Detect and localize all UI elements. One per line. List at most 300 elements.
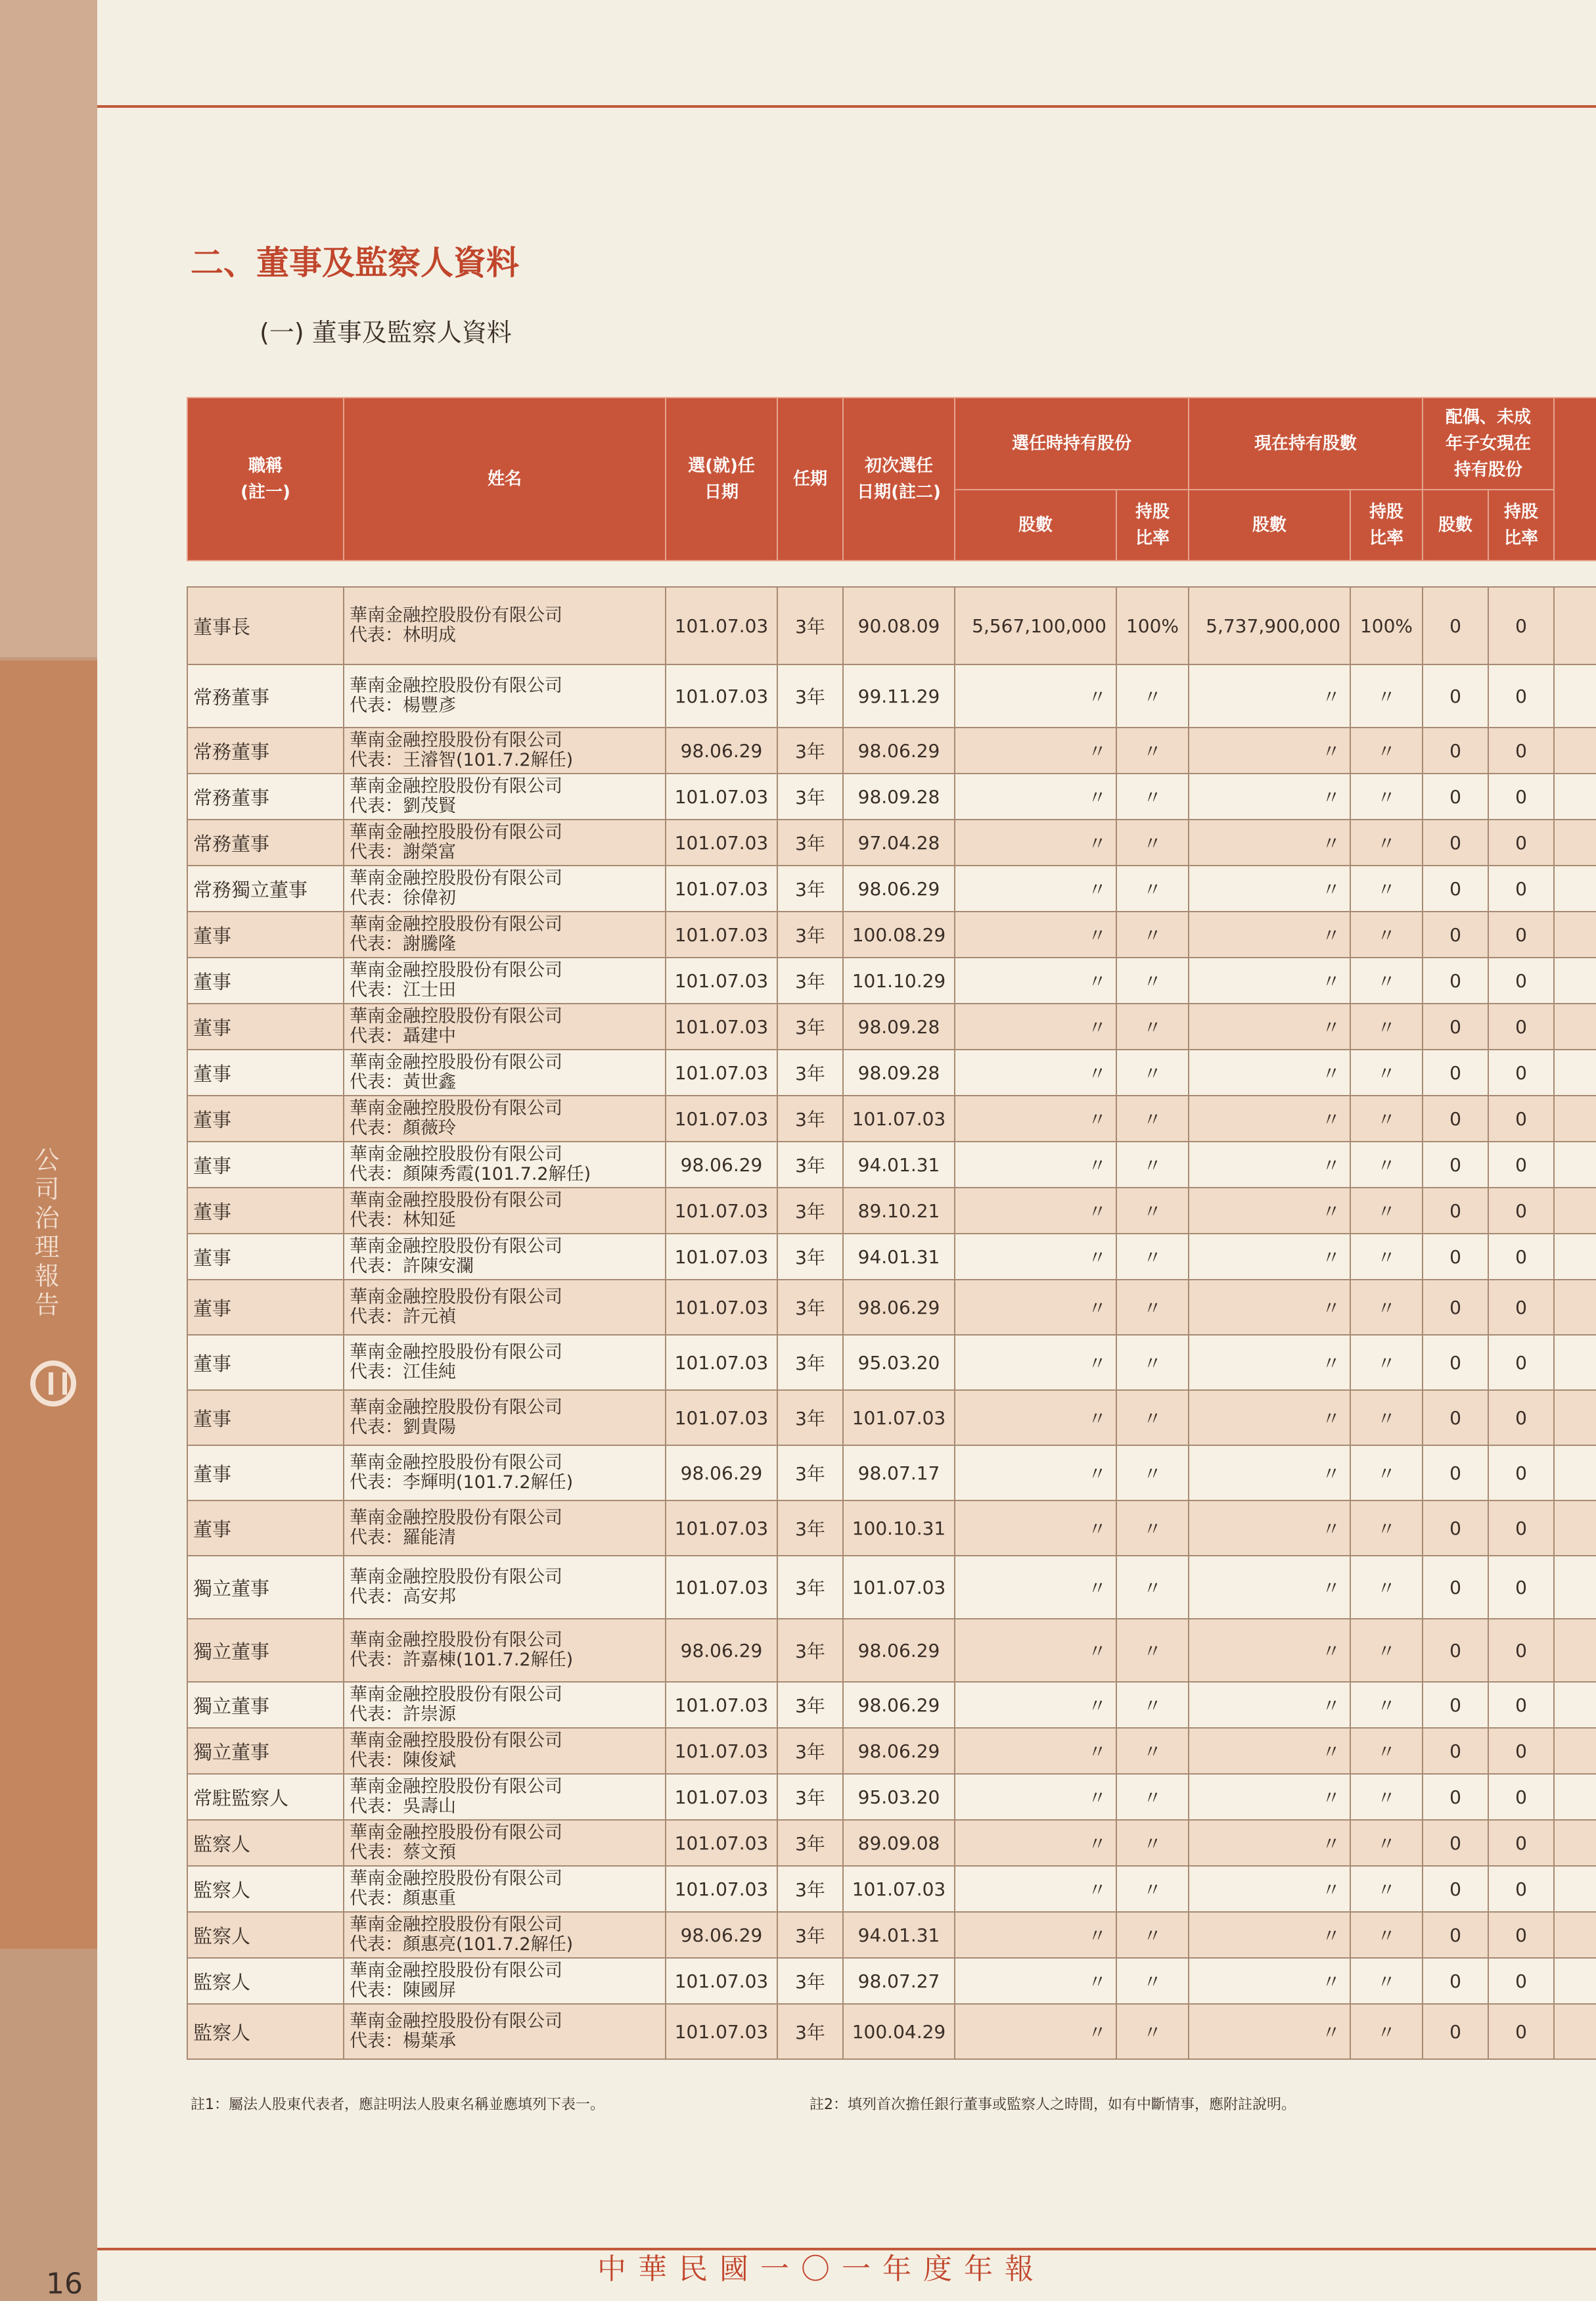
cell-election-ratio: 〃: [1116, 1142, 1189, 1188]
cell-spouse-shares: 0: [1423, 912, 1488, 958]
cell-current-ratio: 〃: [1350, 1500, 1423, 1556]
cell-election-shares: 〃: [955, 1050, 1116, 1096]
cell-spouse-ratio: 0: [1488, 1500, 1554, 1556]
representative-name: 代表：許嘉棟(101.7.2解任): [350, 1650, 574, 1670]
cell-name: [344, 1912, 666, 1958]
cell-overflow: [1554, 958, 1596, 1004]
cell-spouse-ratio: 0: [1488, 1912, 1554, 1958]
cell-overflow: [1554, 2004, 1596, 2059]
cell-overflow: [1554, 587, 1596, 664]
cell-elected-date: 101.07.03: [666, 1096, 777, 1142]
representative-name: 代表：林知延: [350, 1210, 456, 1230]
table-row: [187, 912, 1596, 958]
cell-current-ratio: 〃: [1350, 1774, 1423, 1820]
cell-overflow: [1554, 1445, 1596, 1500]
cell-overflow: [1554, 1390, 1596, 1445]
cell-current-ratio: 〃: [1350, 1682, 1423, 1728]
cell-position: 監察人: [187, 1820, 344, 1866]
cell-election-shares: 〃: [955, 664, 1116, 728]
cell-term: 3年: [777, 1335, 843, 1390]
cell-spouse-ratio: 0: [1488, 1142, 1554, 1188]
cell-election-ratio: 〃: [1116, 1280, 1189, 1335]
cell-election-ratio: 〃: [1116, 664, 1189, 728]
cell-current-shares: 5,737,900,000: [1189, 587, 1350, 664]
cell-elected-date: 101.07.03: [666, 1728, 777, 1774]
representative-name: 代表：陳俊斌: [350, 1750, 456, 1771]
cell-first-elected: 98.09.28: [843, 774, 955, 820]
cell-spouse-ratio: 0: [1488, 1958, 1554, 2004]
representative-name: 代表：吳壽山: [350, 1796, 456, 1817]
cell-term: 3年: [777, 2004, 843, 2059]
cell-elected-date: 101.07.03: [666, 1682, 777, 1728]
cell-first-elected: 101.10.29: [843, 958, 955, 1004]
cell-name: [344, 1820, 666, 1866]
header-sub-ratio: 持股 比率: [1488, 490, 1554, 561]
cell-position: 常務董事: [187, 774, 344, 820]
cell-election-ratio: 〃: [1116, 912, 1189, 958]
header-sub-shares: 股數: [955, 490, 1116, 561]
company-name: 華南金融控股股份有限公司: [350, 1960, 562, 1981]
table-row: [187, 1682, 1596, 1728]
cell-current-shares: 〃: [1189, 664, 1350, 728]
cell-position: 董事: [187, 1390, 344, 1445]
cell-spouse-ratio: 0: [1488, 664, 1554, 728]
cell-position: 常駐監察人: [187, 1774, 344, 1820]
table-row: [187, 1142, 1596, 1188]
cell-election-ratio: 100%: [1116, 587, 1189, 664]
cell-election-shares: 〃: [955, 1866, 1116, 1912]
cell-position: 董事: [187, 1004, 344, 1050]
representative-name: 代表：聶建中: [350, 1026, 456, 1046]
cell-term: 3年: [777, 728, 843, 774]
cell-name: [344, 1958, 666, 2004]
cell-election-shares: 〃: [955, 728, 1116, 774]
cell-name: [344, 958, 666, 1004]
report-title: 中華民國一〇一年度年報: [597, 2252, 1045, 2286]
representative-name: 代表：謝榮富: [350, 842, 456, 862]
cell-first-elected: 101.07.03: [843, 1096, 955, 1142]
cell-elected-date: 98.06.29: [666, 1912, 777, 1958]
cell-election-shares: 〃: [955, 1335, 1116, 1390]
cell-overflow: [1554, 1280, 1596, 1335]
table-row: [187, 2004, 1596, 2059]
cell-first-elected: 101.07.03: [843, 1556, 955, 1619]
cell-current-shares: 〃: [1189, 1234, 1350, 1280]
cell-spouse-ratio: 0: [1488, 1682, 1554, 1728]
table-row: [187, 1912, 1596, 1958]
cell-overflow: [1554, 1188, 1596, 1234]
cell-first-elected: 90.08.09: [843, 587, 955, 664]
cell-term: 3年: [777, 1445, 843, 1500]
cell-election-shares: 〃: [955, 1390, 1116, 1445]
cell-spouse-ratio: 0: [1488, 1774, 1554, 1820]
representative-name: 代表：李輝明(101.7.2解任): [350, 1472, 574, 1493]
cell-elected-date: 101.07.03: [666, 1234, 777, 1280]
cell-position: 常務董事: [187, 820, 344, 866]
cell-current-ratio: 〃: [1350, 1096, 1423, 1142]
cell-election-shares: 〃: [955, 1096, 1116, 1142]
cell-election-shares: 〃: [955, 866, 1116, 912]
cell-current-ratio: 〃: [1350, 1820, 1423, 1866]
cell-election-ratio: 〃: [1116, 1958, 1189, 2004]
cell-election-ratio: 〃: [1116, 1500, 1189, 1556]
cell-current-ratio: 〃: [1350, 1188, 1423, 1234]
cell-position: 獨立董事: [187, 1682, 344, 1728]
cell-spouse-shares: 0: [1423, 1142, 1488, 1188]
cell-election-ratio: 〃: [1116, 1728, 1189, 1774]
company-name: 華南金融控股股份有限公司: [350, 776, 562, 797]
cell-spouse-shares: 0: [1423, 1500, 1488, 1556]
company-name: 華南金融控股股份有限公司: [350, 1144, 562, 1165]
table-row: [187, 958, 1596, 1004]
cell-first-elected: 101.07.03: [843, 1866, 955, 1912]
table-row: [187, 820, 1596, 866]
cell-position: 監察人: [187, 1912, 344, 1958]
directors-table: [187, 397, 1596, 2060]
table-row: [187, 1280, 1596, 1335]
cell-current-shares: 〃: [1189, 1335, 1350, 1390]
company-name: 華南金融控股股份有限公司: [350, 1507, 562, 1528]
cell-position: 獨立董事: [187, 1728, 344, 1774]
representative-name: 代表：羅能清: [350, 1527, 456, 1548]
cell-current-ratio: 〃: [1350, 820, 1423, 866]
cell-current-shares: 〃: [1189, 774, 1350, 820]
cell-term: 3年: [777, 1050, 843, 1096]
cell-current-shares: 〃: [1189, 1096, 1350, 1142]
cell-term: 3年: [777, 587, 843, 664]
table-spacer: [187, 561, 1596, 587]
table-row: [187, 664, 1596, 728]
cell-spouse-ratio: 0: [1488, 728, 1554, 774]
cell-current-ratio: 〃: [1350, 1335, 1423, 1390]
cell-spouse-ratio: 0: [1488, 1004, 1554, 1050]
cell-election-shares: 〃: [955, 912, 1116, 958]
cell-current-shares: 〃: [1189, 1912, 1350, 1958]
cell-first-elected: 98.06.29: [843, 1728, 955, 1774]
cell-current-shares: 〃: [1189, 1390, 1350, 1445]
cell-overflow: [1554, 1958, 1596, 2004]
cell-elected-date: 101.07.03: [666, 1004, 777, 1050]
table-row: [187, 1050, 1596, 1096]
table-row: [187, 1445, 1596, 1500]
cell-position: 董事: [187, 1096, 344, 1142]
company-name: 華南金融控股股份有限公司: [350, 1684, 562, 1705]
cell-election-ratio: 〃: [1116, 1866, 1189, 1912]
cell-name: [344, 1682, 666, 1728]
cell-spouse-ratio: 0: [1488, 774, 1554, 820]
cell-name: [344, 912, 666, 958]
cell-spouse-shares: 0: [1423, 1050, 1488, 1096]
cell-elected-date: 101.07.03: [666, 587, 777, 664]
company-name: 華南金融控股股份有限公司: [350, 1629, 562, 1650]
cell-position: 監察人: [187, 2004, 344, 2059]
cell-spouse-ratio: 0: [1488, 587, 1554, 664]
cell-elected-date: 101.07.03: [666, 1335, 777, 1390]
cell-current-shares: 〃: [1189, 1500, 1350, 1556]
representative-name: 代表：顏惠重: [350, 1888, 456, 1909]
cell-spouse-shares: 0: [1423, 728, 1488, 774]
cell-term: 3年: [777, 1619, 843, 1682]
cell-first-elected: 100.04.29: [843, 2004, 955, 2059]
cell-position: 董事: [187, 1188, 344, 1234]
cell-current-shares: 〃: [1189, 1820, 1350, 1866]
cell-spouse-shares: 0: [1423, 1774, 1488, 1820]
cell-election-ratio: 〃: [1116, 1335, 1189, 1390]
cell-overflow: [1554, 1335, 1596, 1390]
cell-election-ratio: 〃: [1116, 728, 1189, 774]
cell-overflow: [1554, 1866, 1596, 1912]
cell-first-elected: 98.06.29: [843, 1682, 955, 1728]
company-name: 華南金融控股股份有限公司: [350, 1236, 562, 1257]
cell-name: [344, 820, 666, 866]
cell-current-shares: 〃: [1189, 1958, 1350, 2004]
cell-current-ratio: 〃: [1350, 1619, 1423, 1682]
representative-name: 代表：楊葉承: [350, 2031, 456, 2051]
header-term: 任期: [777, 398, 843, 561]
cell-spouse-ratio: 0: [1488, 1050, 1554, 1096]
cell-term: 3年: [777, 1500, 843, 1556]
cell-election-shares: 〃: [955, 1556, 1116, 1619]
cell-elected-date: 101.07.03: [666, 866, 777, 912]
table-row: [187, 1234, 1596, 1280]
cell-election-ratio: 〃: [1116, 1912, 1189, 1958]
cell-election-shares: 〃: [955, 1728, 1116, 1774]
cell-term: 3年: [777, 1682, 843, 1728]
cell-overflow: [1554, 1556, 1596, 1619]
cell-name: [344, 1234, 666, 1280]
cell-spouse-shares: 0: [1423, 1234, 1488, 1280]
cell-term: 3年: [777, 1866, 843, 1912]
cell-current-shares: 〃: [1189, 728, 1350, 774]
cell-spouse-shares: 0: [1423, 1188, 1488, 1234]
cell-spouse-shares: 0: [1423, 774, 1488, 820]
cell-spouse-ratio: 0: [1488, 1820, 1554, 1866]
cell-overflow: [1554, 820, 1596, 866]
cell-term: 3年: [777, 1188, 843, 1234]
cell-position: 董事: [187, 1445, 344, 1500]
cell-current-shares: 〃: [1189, 1556, 1350, 1619]
cell-spouse-ratio: 0: [1488, 1280, 1554, 1335]
cell-name: [344, 1445, 666, 1500]
footnote-2: 註2：填列首次擔任銀行董事或監察人之時間，如有中斷情事，應附註說明。: [809, 2097, 1296, 2113]
cell-name: [344, 1866, 666, 1912]
cell-spouse-ratio: 0: [1488, 1445, 1554, 1500]
header-overflow: [1554, 398, 1596, 561]
company-name: 華南金融控股股份有限公司: [350, 1190, 562, 1211]
cell-elected-date: 101.07.03: [666, 1774, 777, 1820]
cell-overflow: [1554, 1234, 1596, 1280]
cell-position: 董事: [187, 1142, 344, 1188]
cell-first-elected: 98.06.29: [843, 1619, 955, 1682]
cell-first-elected: 95.03.20: [843, 1774, 955, 1820]
cell-election-ratio: 〃: [1116, 1188, 1189, 1234]
cell-first-elected: 89.10.21: [843, 1188, 955, 1234]
cell-spouse-ratio: 0: [1488, 1619, 1554, 1682]
cell-term: 3年: [777, 1728, 843, 1774]
cell-election-shares: 〃: [955, 1234, 1116, 1280]
table-row: [187, 1188, 1596, 1234]
cell-election-shares: 〃: [955, 958, 1116, 1004]
cell-position: 獨立董事: [187, 1619, 344, 1682]
cell-position: 常務董事: [187, 728, 344, 774]
directors-table-container: [187, 397, 1596, 2089]
cell-position: 常務董事: [187, 664, 344, 728]
cell-first-elected: 94.01.31: [843, 1912, 955, 1958]
cell-elected-date: 101.07.03: [666, 1390, 777, 1445]
representative-name: 代表：顏陳秀霞(101.7.2解任): [350, 1164, 591, 1184]
cell-current-shares: 〃: [1189, 1774, 1350, 1820]
cell-elected-date: 98.06.29: [666, 728, 777, 774]
cell-first-elected: 98.06.29: [843, 1280, 955, 1335]
cell-election-ratio: 〃: [1116, 2004, 1189, 2059]
cell-current-ratio: 〃: [1350, 1912, 1423, 1958]
cell-current-ratio: 〃: [1350, 1866, 1423, 1912]
representative-name: 代表：楊豐彥: [350, 695, 456, 716]
cell-spouse-ratio: 0: [1488, 2004, 1554, 2059]
cell-name: [344, 1142, 666, 1188]
cell-current-shares: 〃: [1189, 958, 1350, 1004]
representative-name: 代表：高安邦: [350, 1587, 456, 1607]
header-first-elected: 初次選任 日期(註二): [843, 398, 955, 561]
cell-current-shares: 〃: [1189, 1188, 1350, 1234]
cell-current-ratio: 〃: [1350, 2004, 1423, 2059]
cell-spouse-ratio: 0: [1488, 958, 1554, 1004]
cell-overflow: [1554, 1619, 1596, 1682]
cell-current-ratio: 〃: [1350, 1556, 1423, 1619]
cell-spouse-ratio: 0: [1488, 1556, 1554, 1619]
cell-spouse-shares: 0: [1423, 1866, 1488, 1912]
cell-first-elected: 97.04.28: [843, 820, 955, 866]
representative-name: 代表：江士田: [350, 980, 456, 1000]
cell-spouse-shares: 0: [1423, 1958, 1488, 2004]
cell-election-ratio: 〃: [1116, 1234, 1189, 1280]
cell-current-shares: 〃: [1189, 1004, 1350, 1050]
cell-first-elected: 89.09.08: [843, 1820, 955, 1866]
cell-term: 3年: [777, 1096, 843, 1142]
representative-name: 代表：劉茂賢: [350, 796, 456, 816]
cell-spouse-shares: 0: [1423, 820, 1488, 866]
cell-election-ratio: 〃: [1116, 958, 1189, 1004]
bank-logo-icon: [30, 1360, 76, 1406]
cell-term: 3年: [777, 958, 843, 1004]
cell-spouse-shares: 0: [1423, 1820, 1488, 1866]
cell-first-elected: 98.09.28: [843, 1004, 955, 1050]
cell-term: 3年: [777, 1390, 843, 1445]
company-name: 華南金融控股股份有限公司: [350, 605, 562, 626]
table-row: [187, 1004, 1596, 1050]
cell-current-ratio: 〃: [1350, 1280, 1423, 1335]
cell-election-shares: 〃: [955, 1142, 1116, 1188]
company-name: 華南金融控股股份有限公司: [350, 1286, 562, 1307]
cell-elected-date: 101.07.03: [666, 912, 777, 958]
cell-term: 3年: [777, 820, 843, 866]
cell-current-shares: 〃: [1189, 1866, 1350, 1912]
cell-spouse-shares: 0: [1423, 1390, 1488, 1445]
cell-first-elected: 100.08.29: [843, 912, 955, 958]
company-name: 華南金融控股股份有限公司: [350, 1776, 562, 1797]
representative-name: 代表：王濬智(101.7.2解任): [350, 750, 574, 770]
cell-elected-date: 101.07.03: [666, 774, 777, 820]
cell-current-ratio: 〃: [1350, 866, 1423, 912]
cell-term: 3年: [777, 774, 843, 820]
representative-name: 代表：劉貴陽: [350, 1417, 456, 1437]
cell-overflow: [1554, 728, 1596, 774]
cell-overflow: [1554, 1728, 1596, 1774]
representative-name: 代表：徐偉初: [350, 888, 456, 908]
company-name: 華南金融控股股份有限公司: [350, 1452, 562, 1473]
company-name: 華南金融控股股份有限公司: [350, 1341, 562, 1362]
company-name: 華南金融控股股份有限公司: [350, 868, 562, 889]
cell-current-ratio: 〃: [1350, 912, 1423, 958]
cell-current-shares: 〃: [1189, 1682, 1350, 1728]
cell-elected-date: 101.07.03: [666, 1500, 777, 1556]
cell-name: [344, 1774, 666, 1820]
top-divider: [97, 105, 1596, 108]
cell-election-ratio: 〃: [1116, 1774, 1189, 1820]
cell-current-ratio: 〃: [1350, 1390, 1423, 1445]
side-title: 公司治理報告: [30, 1147, 59, 1320]
representative-name: 代表：謝騰隆: [350, 934, 456, 954]
cell-spouse-shares: 0: [1423, 1335, 1488, 1390]
cell-current-ratio: 100%: [1350, 587, 1423, 664]
table-row: [187, 1774, 1596, 1820]
cell-current-shares: 〃: [1189, 1619, 1350, 1682]
cell-first-elected: 94.01.31: [843, 1142, 955, 1188]
cell-position: 董事長: [187, 587, 344, 664]
cell-election-ratio: 〃: [1116, 1445, 1189, 1500]
table-row: [187, 1500, 1596, 1556]
table-row: [187, 1958, 1596, 2004]
header-elected-date: 選(就)任 日期: [666, 398, 777, 561]
cell-election-shares: 〃: [955, 1188, 1116, 1234]
cell-first-elected: 98.07.17: [843, 1445, 955, 1500]
company-name: 華南金融控股股份有限公司: [350, 1566, 562, 1587]
cell-name: [344, 1390, 666, 1445]
cell-current-shares: 〃: [1189, 1050, 1350, 1096]
cell-elected-date: 98.06.29: [666, 1445, 777, 1500]
representative-name: 代表：許陳安瀾: [350, 1256, 474, 1276]
cell-current-shares: 〃: [1189, 820, 1350, 866]
cell-current-ratio: 〃: [1350, 1142, 1423, 1188]
table-row: [187, 1619, 1596, 1682]
cell-elected-date: 101.07.03: [666, 1280, 777, 1335]
company-name: 華南金融控股股份有限公司: [350, 1397, 562, 1418]
cell-name: [344, 1728, 666, 1774]
cell-elected-date: 101.07.03: [666, 958, 777, 1004]
representative-name: 代表：顏薇玲: [350, 1118, 456, 1138]
cell-current-ratio: 〃: [1350, 1004, 1423, 1050]
cell-current-ratio: 〃: [1350, 1445, 1423, 1500]
cell-term: 3年: [777, 1280, 843, 1335]
header-sub-shares: 股數: [1423, 490, 1488, 561]
cell-current-shares: 〃: [1189, 1142, 1350, 1188]
cell-elected-date: 98.06.29: [666, 1142, 777, 1188]
cell-position: 獨立董事: [187, 1556, 344, 1619]
cell-position: 常務獨立董事: [187, 866, 344, 912]
subsection-title: (一) 董事及監察人資料: [260, 318, 512, 347]
cell-current-ratio: 〃: [1350, 958, 1423, 1004]
cell-overflow: [1554, 1912, 1596, 1958]
cell-term: 3年: [777, 1912, 843, 1958]
representative-name: 代表：顏惠亮(101.7.2解任): [350, 1934, 574, 1955]
header-shares-current: 現在持有股數: [1189, 398, 1423, 490]
cell-name: [344, 2004, 666, 2059]
cell-current-ratio: 〃: [1350, 664, 1423, 728]
cell-position: 監察人: [187, 1866, 344, 1912]
header-sub-shares: 股數: [1189, 490, 1350, 561]
cell-first-elected: 101.07.03: [843, 1390, 955, 1445]
company-name: 華南金融控股股份有限公司: [350, 914, 562, 935]
